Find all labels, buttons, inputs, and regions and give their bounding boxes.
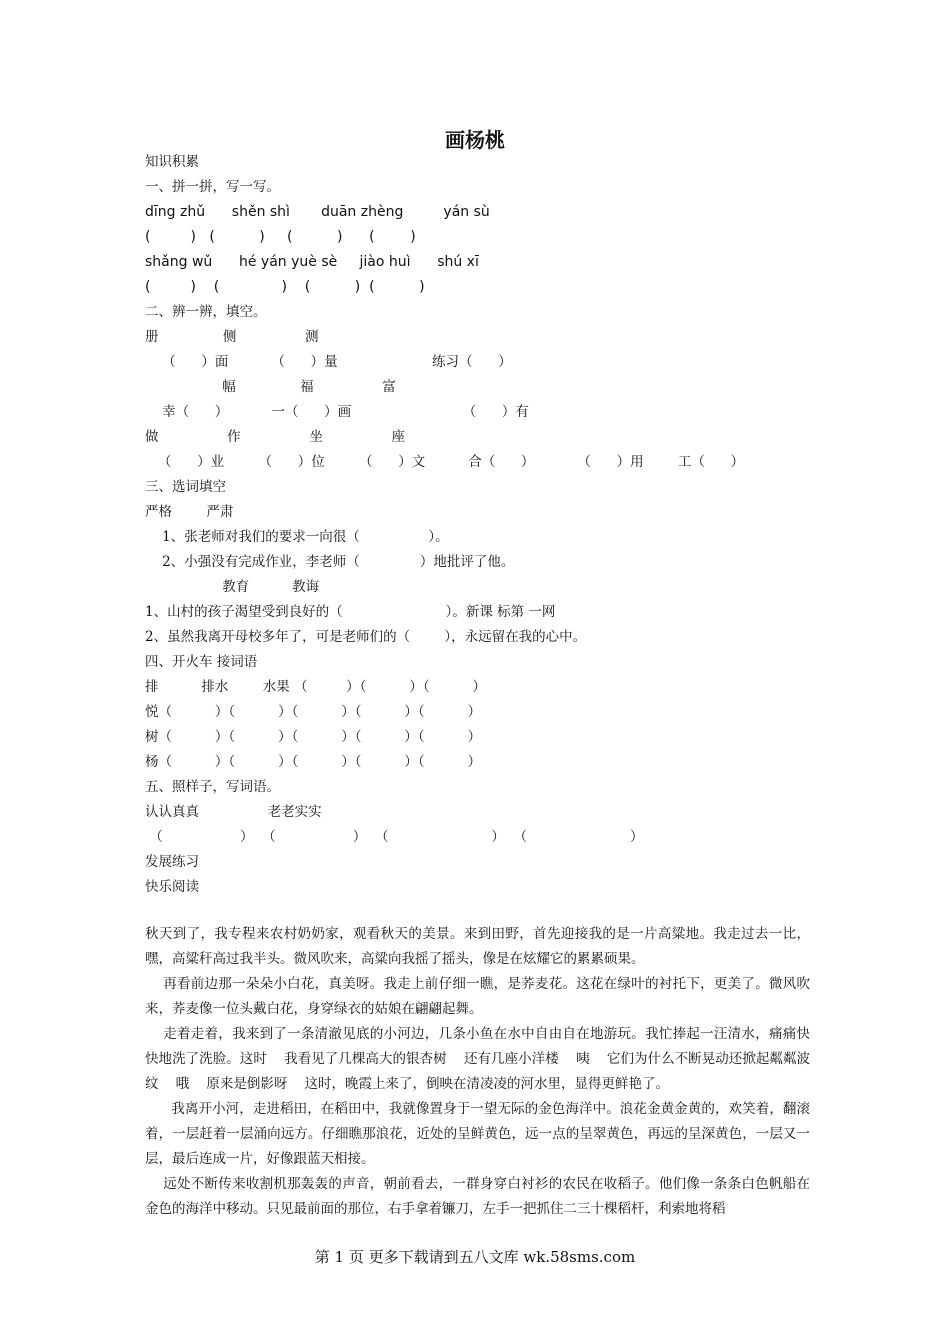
question-line: 2、虽然我离开母校多年了，可是老师们的（ ），永远留在我的心中。	[145, 629, 587, 645]
fill-blank-row: （ ）业 （ ）位 （ ）文 合（ ） （ ）用 工（ ）	[145, 454, 745, 470]
page-footer: 第 1 页 更多下载请到五八文库 wk.58sms.com	[314, 1248, 636, 1266]
section-heading: 四、开火车 接词语	[145, 654, 258, 670]
character-row: 幅 福 富	[145, 379, 396, 395]
reading-passage	[145, 922, 810, 1222]
passage-paragraph: 我离开小河，走进稻田，在稻田中，我就像置身于一望无际的金色海洋中。浪花金黄金黄的，欢笑着，翻滚着，一层赶着一层涌向远方。仔细瞧那浪花，近处的呈鲜黄色，远一点的呈翠黄色，再远的呈深黄色，一层又一层，最后连成一片，好像跟蓝天相接。	[145, 1101, 810, 1167]
section-heading: 发展练习	[145, 854, 199, 870]
passage-paragraph: 再看前边那一朵朵小白花，真美呀。我走上前仔细一瞧，是荞麦花。这花在绿叶的衬托下，更美了。微风吹来，荞麦像一位头戴白花，身穿绿衣的姑娘在翩翩起舞。	[145, 976, 810, 1017]
section-heading: 知识积累	[145, 154, 199, 170]
passage-paragraph: 远处不断传来收割机那轰轰的声音，朝前看去，一群身穿白衬衫的农民在收稻子。他们像一条条白色帆船在金色的海洋中移动。只见最前面的那位，右手拿着镰刀，左手一把抓住二三十棵稻杆，利索地将稻	[145, 1176, 810, 1217]
passage-paragraph: 走着走着，我来到了一条清澈见底的小河边，几条小鱼在水中自由自在地游玩。我忙捧起一汪清水，痛痛快快地洗了洗脸。这时 我看见了几棵高大的银杏树 还有几座小洋楼 咦 它们为什么不断晃动还掀起粼粼波纹 哦 原来是倒影呀 这时，晚霞上来了，倒映在清凌凌的河水里，显得更鲜艳了。	[145, 1026, 810, 1092]
section-heading: 三、选词填空	[145, 479, 226, 495]
pinyin-row: dīng zhǔ shěn shì duān zhèng yán sù	[145, 204, 490, 220]
passage-paragraph: 秋天到了，我专程来农村奶奶家，观看秋天的美景。来到田野，首先迎接我的是一片高粱地。我走过去一比，嘿，高粱秆高过我半头。微风吹来，高粱向我摇了摇头，像是在炫耀它的累累硕果。	[145, 926, 810, 967]
word-chain-row: 杨（ ）（ ）（ ）（ ）（ ）	[145, 754, 482, 770]
word-chain-row: 树（ ）（ ）（ ）（ ）（ ）	[145, 729, 482, 745]
question-line: 2、小强没有完成作业，李老师（ ）地批评了他。	[145, 554, 515, 570]
word-chain-row: 悦（ ）（ ）（ ）（ ）（ ）	[145, 704, 482, 720]
question-line: 1、张老师对我们的要求一向很（ ）。	[145, 529, 449, 545]
word-choices: 严格 严肃	[145, 504, 234, 520]
section-heading: 五、照样子，写词语。	[145, 779, 280, 795]
example-words: 认认真真 老老实实	[145, 804, 322, 820]
fill-blank-row: 幸（ ） 一（ ）画 （ ）有	[145, 404, 529, 420]
page-title: 画杨桃	[445, 128, 505, 152]
section-heading: 二、辨一辨，填空。	[145, 304, 267, 320]
character-row: 册 侧 测	[145, 329, 319, 345]
character-row: 做 作 坐 座	[145, 429, 405, 445]
section-heading: 一、拼一拼，写一写。	[145, 179, 280, 195]
fill-blank-row: （ ）面 （ ）量 练习（ ）	[145, 354, 512, 370]
word-choices: 教育 教诲	[145, 579, 320, 595]
answer-blanks: ( ) ( ) ( ) ( )	[145, 279, 425, 295]
pinyin-row: shǎng wǔ hé yán yuè sè jiào huì shú xī	[145, 254, 479, 270]
answer-blanks: ( ) ( ) ( ) ( )	[145, 229, 416, 245]
section-heading: 快乐阅读	[145, 879, 199, 895]
question-line: 1、山村的孩子渴望受到良好的（ ）。新课 标第 一网	[145, 604, 556, 620]
answer-blanks: （ ） （ ） （ ） （ ）	[145, 829, 644, 845]
word-chain-row: 排 排水 水果 （ ）（ ）（ ）	[145, 679, 486, 695]
